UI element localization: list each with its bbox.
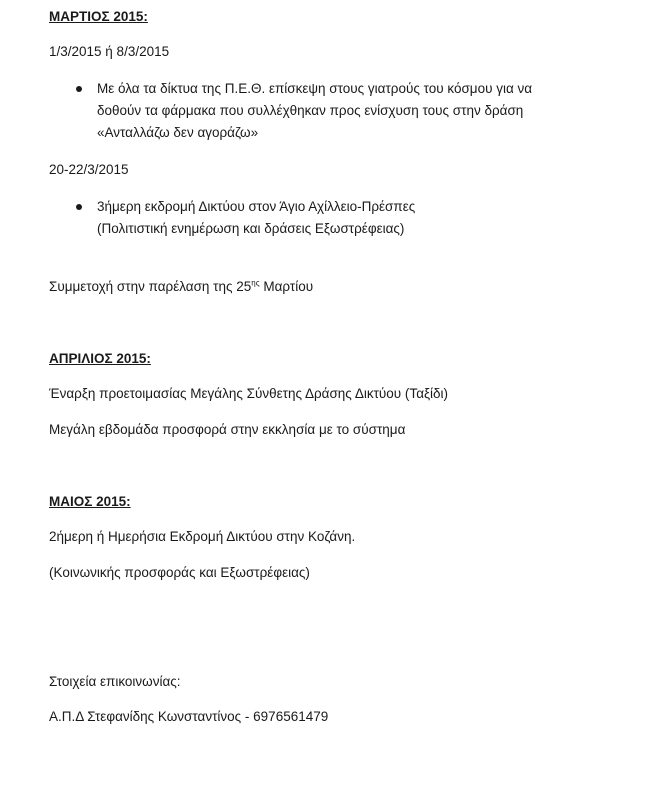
march-bullet-1-line-3: «Ανταλλάζω δεν αγοράζω» <box>97 125 259 140</box>
bullet-icon <box>76 86 82 92</box>
april-line-2: Μεγάλη εβδομάδα προσφορά στην εκκλησία με το σύστημα <box>49 422 406 437</box>
march-date-2: 20-22/3/2015 <box>49 162 129 177</box>
march-heading: ΜΑΡΤΙΟΣ 2015: <box>49 9 148 24</box>
march-parade-suffix: Μαρτίου <box>259 279 314 294</box>
may-line-1: 2ήμερη ή Ημερήσια Εκδρομή Δικτύου στην Κοζάνη. <box>49 529 356 544</box>
march-bullet-1-line-2: δοθούν τα φάρμακα που συλλέχθηκαν προς ενίσχυση τους στην δράση <box>97 103 524 118</box>
march-parade-prefix: Συμμετοχή στην παρέλαση της 25 <box>49 279 252 294</box>
may-heading: ΜΑΙΟΣ 2015: <box>49 494 131 509</box>
march-bullet-2 <box>97 196 415 240</box>
may-line-2: (Κοινωνικής προσφοράς και Εξωστρέφειας) <box>49 565 310 580</box>
march-parade-sup: ης <box>251 278 260 288</box>
march-bullet-2-line-1: 3ήμερη εκδρομή Δικτύου στον Άγιο Αχίλλειο-Πρέσπες <box>97 199 416 214</box>
contact-person: Α.Π.Δ Στεφανίδης Κωνσταντίνος - 6976561479 <box>49 709 329 724</box>
march-bullet-1 <box>97 78 532 144</box>
march-bullet-1-line-1: Με όλα τα δίκτυα της Π.Ε.Θ. επίσκεψη στους γιατρούς του κόσμου για να <box>97 81 533 96</box>
march-date-1: 1/3/2015 ή 8/3/2015 <box>49 44 170 59</box>
contact-label: Στοιχεία επικοινωνίας: <box>49 674 181 689</box>
march-bullet-2-line-2: (Πολιτιστική ενημέρωση και δράσεις Εξωστρέφειας) <box>97 221 405 236</box>
march-parade <box>49 278 313 296</box>
april-line-1: Έναρξη προετοιμασίας Μεγάλης Σύνθετης Δράσης Δικτύου (Ταξίδι) <box>49 386 449 401</box>
bullet-icon <box>76 204 82 210</box>
april-heading: ΑΠΡΙΛΙΟΣ 2015: <box>49 351 151 366</box>
